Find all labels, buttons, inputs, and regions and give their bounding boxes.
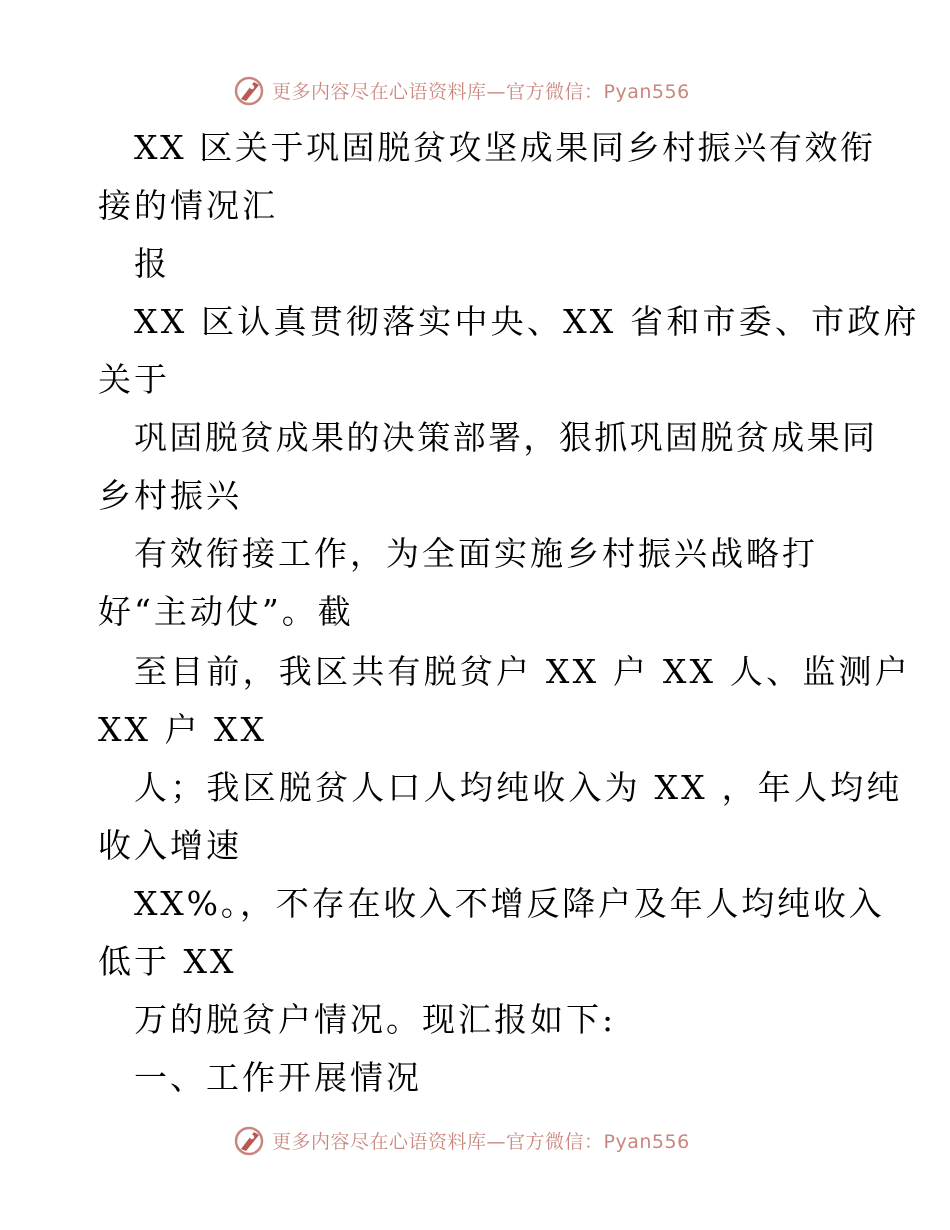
doc-text-line: 好“主动仗”。截 — [98, 592, 354, 631]
doc-text-line: XX 户 XX — [98, 710, 267, 749]
doc-text-line: 低于 XX — [98, 942, 237, 981]
doc-text-line: 人；我区脱贫人口人均纯收入为 XX ，年人均纯 — [134, 768, 903, 807]
watermark-banner-bottom — [232, 1122, 690, 1158]
watermark-banner-top — [232, 72, 690, 108]
doc-text-line: 万的脱贫户情况。现汇报如下: — [134, 1000, 617, 1039]
doc-text-line: 关于 — [98, 360, 170, 399]
doc-text-line: XX 区认真贯彻落实中央、XX 省和市委、市政府 — [134, 302, 920, 341]
doc-title-line: 报 — [134, 244, 170, 283]
doc-text-line: 收入增速 — [98, 826, 242, 865]
doc-text-line: 巩固脱贫成果的决策部署，狠抓巩固脱贫成果同 — [134, 418, 878, 457]
watermark-text: 更多内容尽在心语资料库—官方微信：Pyan556 — [272, 1130, 690, 1153]
doc-title-line: 接的情况汇 — [98, 186, 278, 225]
doc-text-line: 乡村振兴 — [98, 476, 242, 515]
doc-text-line: 有效衔接工作，为全面实施乡村振兴战略打 — [134, 534, 818, 573]
section-heading: 一、工作开展情况 — [134, 1058, 422, 1097]
doc-title-line: XX 区关于巩固脱贫攻坚成果同乡村振兴有效衔 — [134, 128, 876, 167]
doc-text-line: 至目前，我区共有脱贫户 XX 户 XX 人、监测户 — [134, 652, 911, 691]
pen-nib-logo-icon — [232, 73, 266, 107]
watermark-text: 更多内容尽在心语资料库—官方微信：Pyan556 — [272, 80, 690, 103]
pen-nib-logo-icon — [232, 1123, 266, 1157]
doc-text-line: XX%。，不存在收入不增反降户及年人均纯收入 — [134, 884, 885, 923]
